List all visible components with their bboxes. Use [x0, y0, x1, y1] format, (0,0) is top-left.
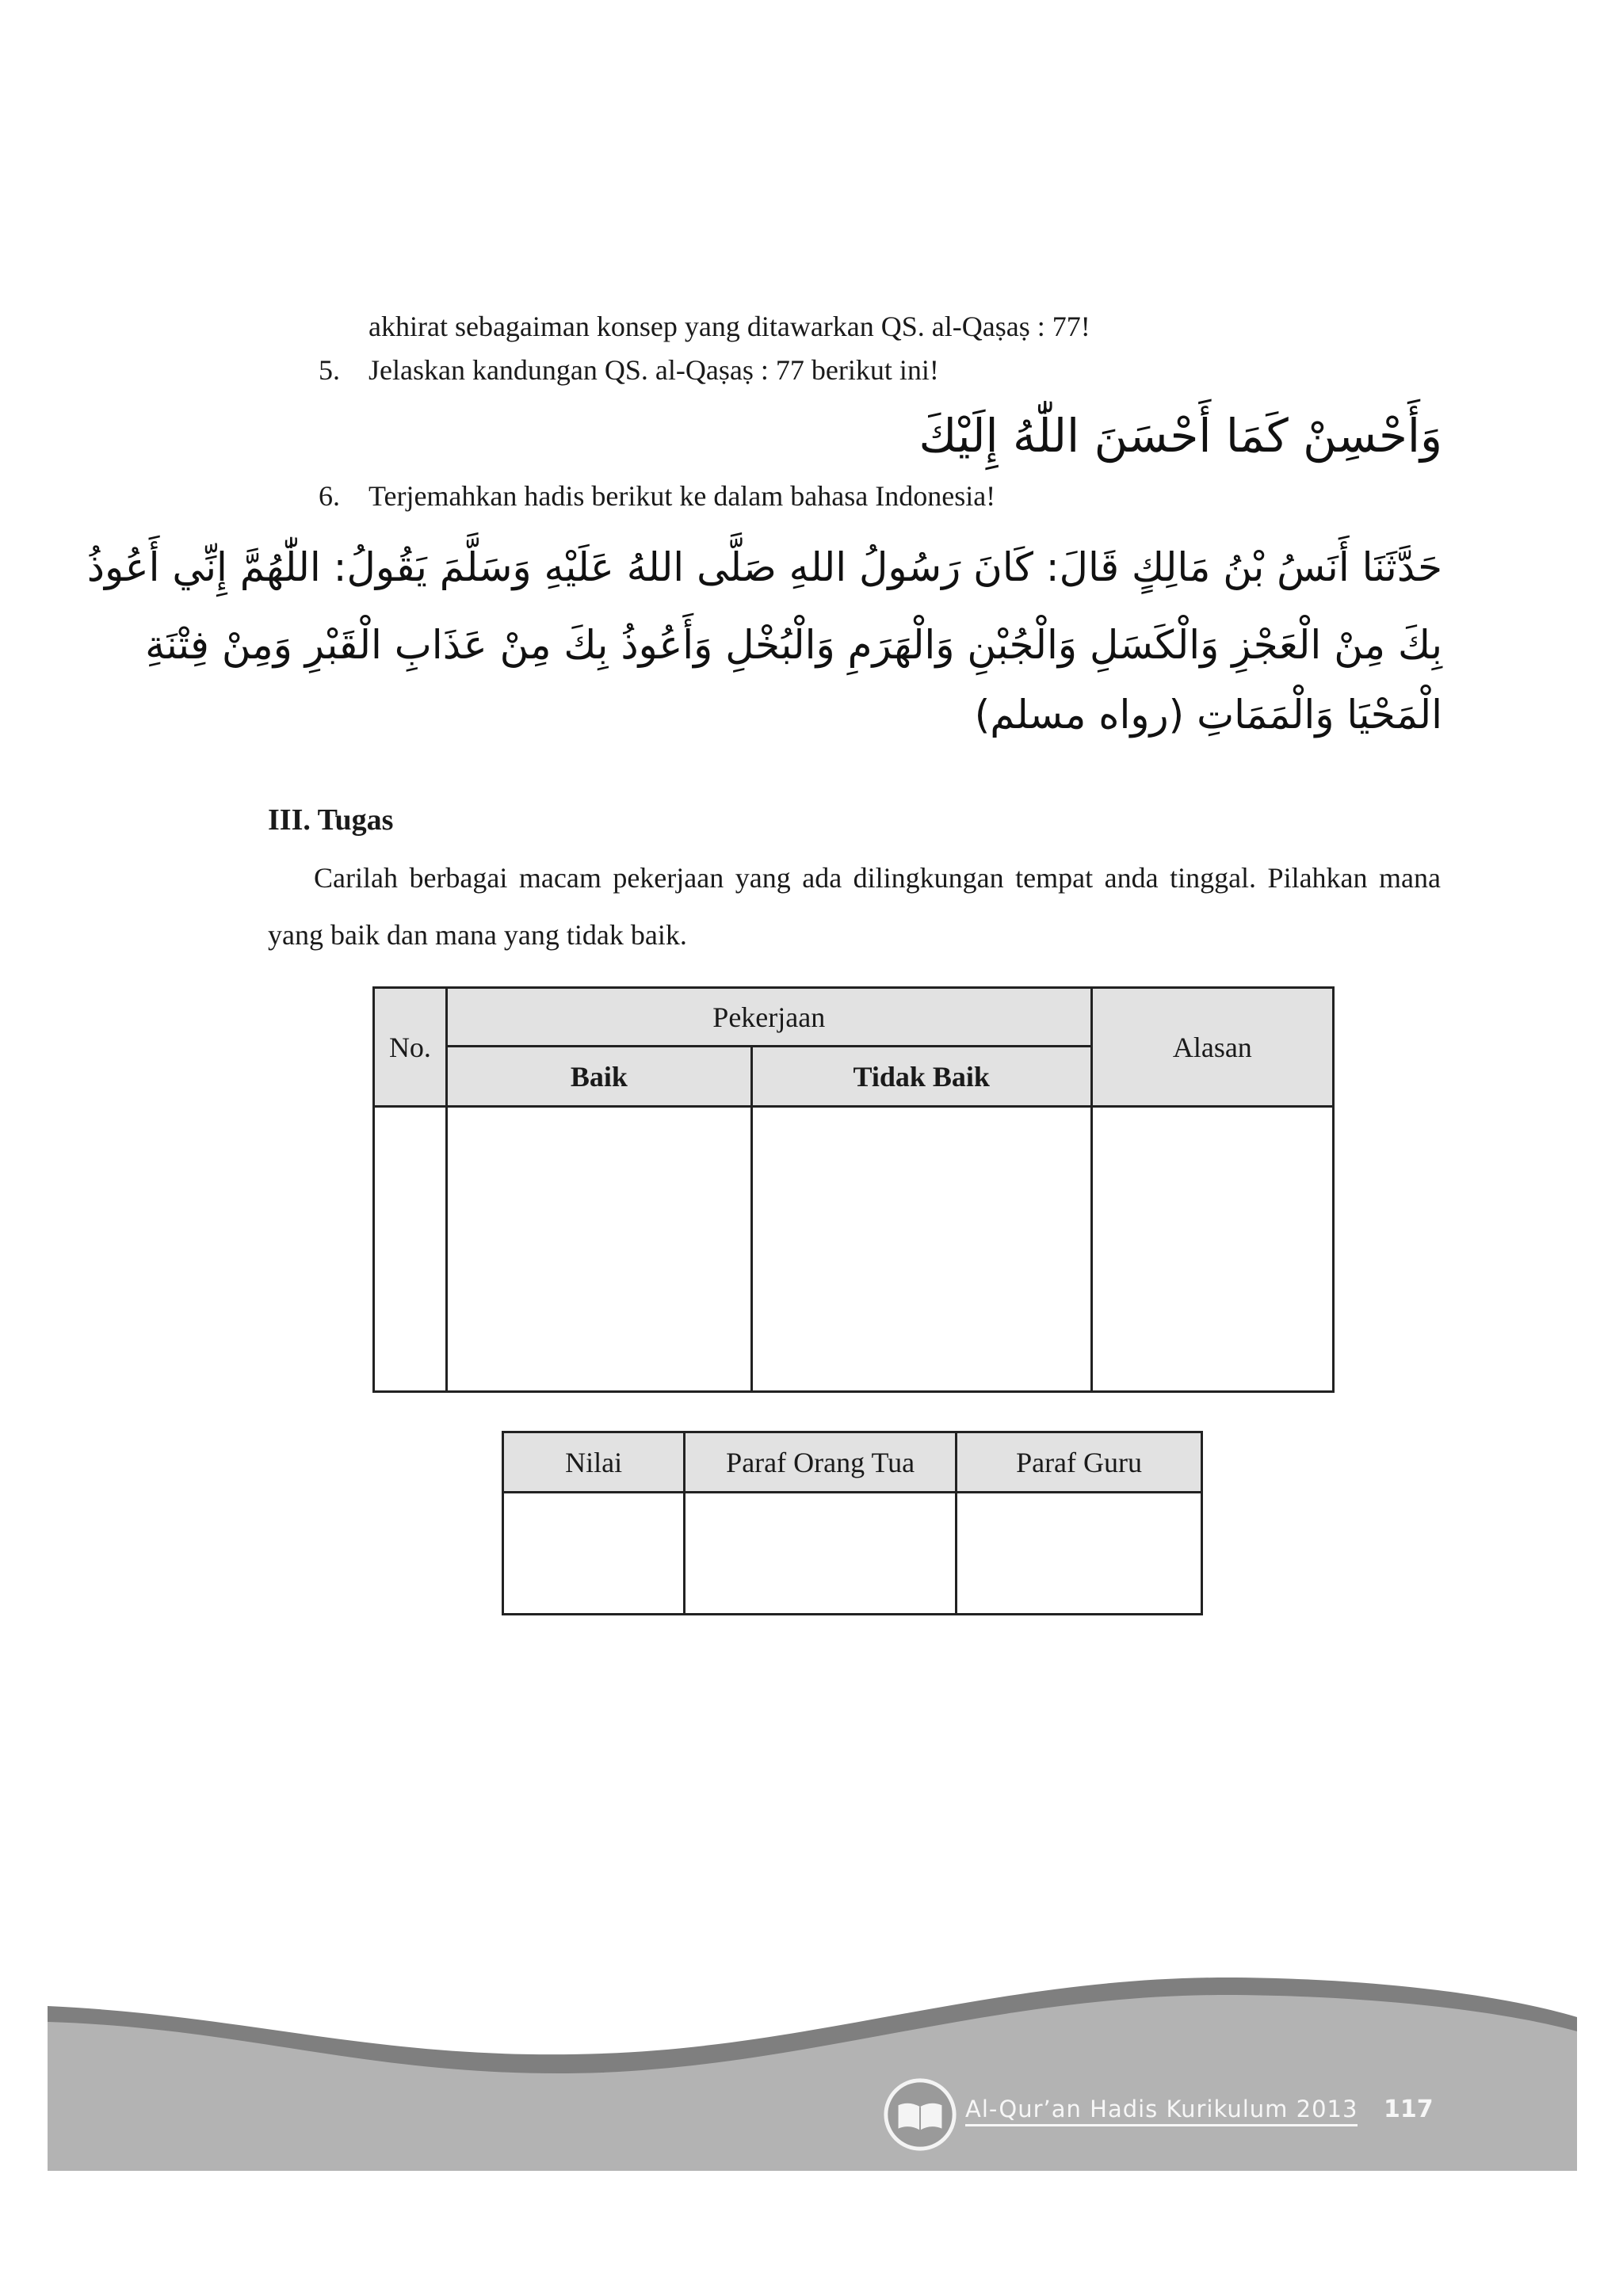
question-5-text: Jelaskan kandungan QS. al-Qaṣaṣ : 77 berikut ini!	[369, 354, 939, 386]
cell-baik[interactable]	[446, 1107, 751, 1392]
col-header-paraf-orang-tua: Paraf Orang Tua	[685, 1432, 957, 1493]
book-icon	[881, 2076, 959, 2153]
hadith-line-2: بِكَ مِنْ الْعَجْزِ وَالْكَسَلِ وَالْجُبْنِ وَالْهَرَمِ وَالْبُخْلِ وَأَعُوذُ بِكَ مِنْ عَذَابِ الْقَبْرِ وَمِنْ فِتْنَةِ	[145, 622, 1442, 668]
col-header-baik: Baik	[446, 1047, 751, 1107]
col-header-alasan: Alasan	[1091, 988, 1333, 1107]
col-header-no: No.	[374, 988, 447, 1107]
question-6-text: Terjemahkan hadis berikut ke dalam bahasa Indonesia!	[369, 480, 996, 512]
hadith-line-1: حَدَّثَنَا أَنَسُ بْنُ مَالِكٍ قَالَ: كَانَ رَسُولُ اللهِ صَلَّى اللهُ عَلَيْهِ وَسَلَّمَ يَقُولُ: اللّٰهُمَّ إِنِّي أَعُوذُ	[86, 544, 1442, 590]
question-5-number: 5.	[319, 354, 340, 386]
cell-alasan[interactable]	[1091, 1107, 1333, 1392]
footer-wave	[48, 1965, 1577, 2171]
cell-tidak-baik[interactable]	[751, 1107, 1091, 1392]
question-6-number: 6.	[319, 480, 340, 512]
section-heading: III. Tugas	[268, 803, 394, 837]
arabic-verse: وَأَحْسِنْ كَمَا أَحْسَنَ اللّٰهُ إِلَيْكَ	[918, 409, 1442, 463]
hadith-line-3: الْمَحْيَا وَالْمَمَاتِ (رواه مسلم)	[974, 692, 1442, 738]
col-header-nilai: Nilai	[503, 1432, 685, 1493]
col-header-tidak-baik: Tidak Baik	[751, 1047, 1091, 1107]
col-header-paraf-guru: Paraf Guru	[957, 1432, 1202, 1493]
task-paragraph: Carilah berbagai macam pekerjaan yang ada dilingkungan tempat anda tinggal. Pilahkan mana yang baik dan mana yang tidak baik.	[268, 862, 1441, 951]
cell-no[interactable]	[374, 1107, 447, 1392]
cell-paraf-guru[interactable]	[957, 1493, 1202, 1615]
signature-table	[502, 1431, 1203, 1615]
page-number: 117	[1384, 2096, 1434, 2123]
question-4-continuation: akhirat sebagaiman konsep yang ditawarkan QS. al-Qaṣaṣ : 77!	[369, 311, 1090, 342]
book-title: Al-Qur’an Hadis Kurikulum 2013	[965, 2096, 1358, 2126]
cell-nilai[interactable]	[503, 1493, 685, 1615]
col-header-pekerjaan: Pekerjaan	[446, 988, 1091, 1047]
cell-paraf-orang-tua[interactable]	[685, 1493, 957, 1615]
work-table	[372, 986, 1335, 1393]
